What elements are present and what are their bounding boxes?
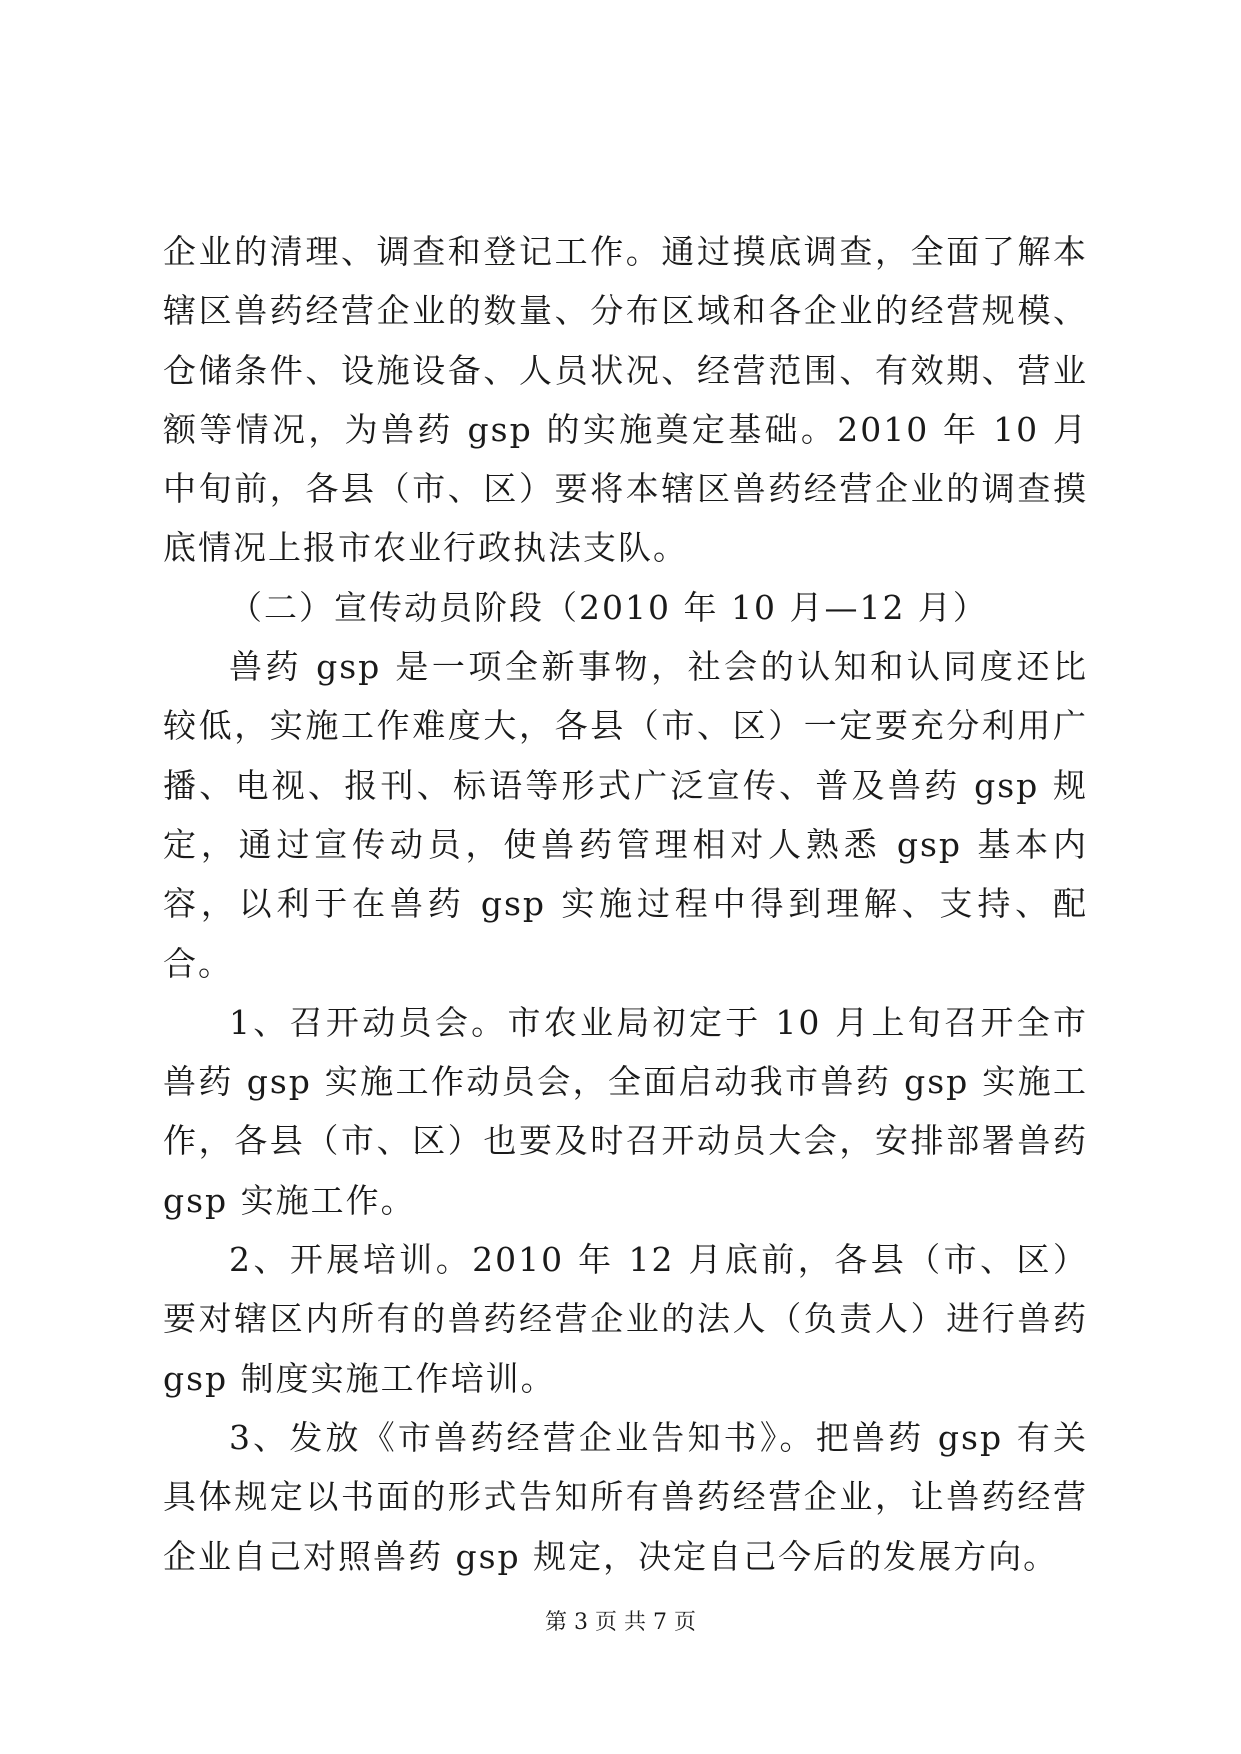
document-body	[163, 222, 1088, 1586]
paragraph-gsp-publicity: 兽药 gsp 是一项全新事物，社会的认知和认同度还比较低，实施工作难度大，各县（市、区）一定要充分利用广播、电视、报刊、标语等形式广泛宣传、普及兽药 gsp 规定，通过宣传动员，使兽药管理相对人熟悉 gsp 基本内容，以利于在兽药 gsp 实施过程中得到理解、支持、配合。	[163, 647, 1088, 983]
paragraph-notice-distribution: 3、发放《市兽药经营企业告知书》。把兽药 gsp 有关具体规定以书面的形式告知所有兽药经营企业，让兽药经营企业自己对照兽药 gsp 规定，决定自己今后的发展方向。	[163, 1417, 1088, 1576]
section-heading-publicity-stage: （二）宣传动员阶段（2010 年 10 月—12 月）	[229, 587, 988, 627]
paragraph-training: 2、开展培训。2010 年 12 月底前，各县（市、区）要对辖区内所有的兽药经营企业的法人（负责人）进行兽药 gsp 制度实施工作培训。	[163, 1240, 1088, 1398]
paragraph-mobilization-meeting: 1、召开动员会。市农业局初定于 10 月上旬召开全市兽药 gsp 实施工作动员会，全面启动我市兽药 gsp 实施工作，各县（市、区）也要及时召开动员大会，安排部署兽药 gsp 实施工作。	[163, 1002, 1088, 1220]
page-number-footer: 第 3 页 共 7 页	[545, 1610, 696, 1635]
paragraph-continuation: 企业的清理、调查和登记工作。通过摸底调查，全面了解本辖区兽药经营企业的数量、分布区域和各企业的经营规模、仓储条件、设施设备、人员状况、经营范围、有效期、营业额等情况，为兽药 gsp 的实施奠定基础。2010 年 10 月中旬前，各县（市、区）要将本辖区兽药经营企业的调查摸底情况上报市农业行政执法支队。	[163, 232, 1088, 568]
